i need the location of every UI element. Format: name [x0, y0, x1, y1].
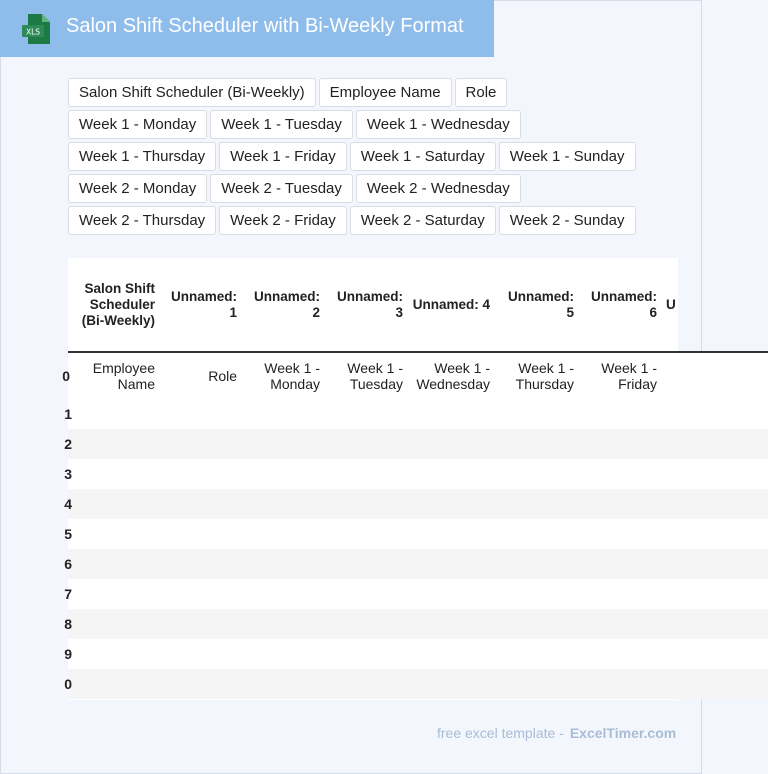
table-cell[interactable]: Week 1 - Wednesday [416, 360, 490, 392]
column-tag[interactable]: Week 1 - Friday [219, 142, 347, 171]
column-tag[interactable]: Salon Shift Scheduler (Bi-Weekly) [68, 78, 316, 107]
table-row [64, 399, 768, 429]
row-index: 2 [64, 436, 72, 452]
row-index: 7 [64, 586, 72, 602]
row-index: 1 [64, 406, 72, 422]
column-tag[interactable]: Week 1 - Wednesday [356, 110, 521, 139]
table-cell[interactable]: Role [208, 368, 237, 384]
table-cell[interactable]: Employee Name [92, 360, 155, 392]
column-tag[interactable]: Role [455, 78, 508, 107]
column-tag[interactable]: Week 1 - Monday [68, 110, 207, 139]
brand-link[interactable]: ExcelTimer.com [569, 725, 677, 741]
column-header[interactable]: Unnamed: 3 [336, 288, 403, 320]
column-tag[interactable]: Week 1 - Saturday [350, 142, 496, 171]
column-tag[interactable]: Week 2 - Sunday [499, 206, 636, 235]
column-header[interactable]: Unnamed: 6 [590, 288, 657, 320]
table-row [62, 353, 768, 399]
column-tag[interactable]: Week 2 - Thursday [68, 206, 216, 235]
column-tag[interactable]: Week 2 - Saturday [350, 206, 496, 235]
table-row [64, 489, 768, 519]
column-tag[interactable]: Week 1 - Tuesday [210, 110, 353, 139]
row-index: 5 [64, 526, 72, 542]
row-index: 0 [64, 676, 72, 692]
footer [437, 725, 676, 741]
row-index: 0 [62, 368, 70, 384]
table-row [64, 639, 768, 669]
column-header[interactable]: Unnamed: 1 [170, 288, 237, 320]
table-header [68, 258, 768, 353]
column-header[interactable]: Unnamed: 2 [253, 288, 320, 320]
data-table [62, 258, 678, 700]
table-row [64, 549, 768, 579]
row-index: 3 [64, 466, 72, 482]
table-row [64, 579, 768, 609]
row-index: 6 [64, 556, 72, 572]
table-cell[interactable]: Week 1 - Monday [264, 360, 320, 392]
row-index: 9 [64, 646, 72, 662]
table-row [64, 669, 768, 699]
table-row [64, 429, 768, 459]
table-row [64, 459, 768, 489]
excel-file-icon [22, 14, 50, 44]
column-tag[interactable]: Week 2 - Tuesday [210, 174, 353, 203]
column-header[interactable]: Unnamed: 5 [507, 288, 574, 320]
footer-text: free excel template - [437, 725, 564, 741]
column-tag[interactable]: Week 1 - Sunday [499, 142, 636, 171]
column-header[interactable]: Salon Shift Scheduler (Bi-Weekly) [81, 280, 155, 328]
column-tag[interactable]: Employee Name [319, 78, 452, 107]
page-title: Salon Shift Scheduler with Bi-Weekly Format [66, 15, 464, 37]
table-cell[interactable]: Week 1 - Friday [601, 360, 657, 392]
column-tag[interactable]: Week 2 - Wednesday [356, 174, 521, 203]
column-tag[interactable]: Week 2 - Monday [68, 174, 207, 203]
column-header[interactable]: U [666, 296, 676, 312]
column-tag-list [68, 78, 648, 235]
svg-text:XLS: XLS [25, 27, 41, 37]
column-tag[interactable]: Week 2 - Friday [219, 206, 347, 235]
table-row [64, 519, 768, 549]
column-header[interactable]: Unnamed: 4 [412, 296, 490, 312]
row-index: 8 [64, 616, 72, 632]
table-cell[interactable]: Week 1 - Thursday [515, 360, 574, 392]
column-tag[interactable]: Week 1 - Thursday [68, 142, 216, 171]
table-cell[interactable]: Week 1 - Tuesday [347, 360, 403, 392]
row-index: 4 [64, 496, 72, 512]
title-bar [0, 0, 494, 57]
table-row [64, 609, 768, 639]
